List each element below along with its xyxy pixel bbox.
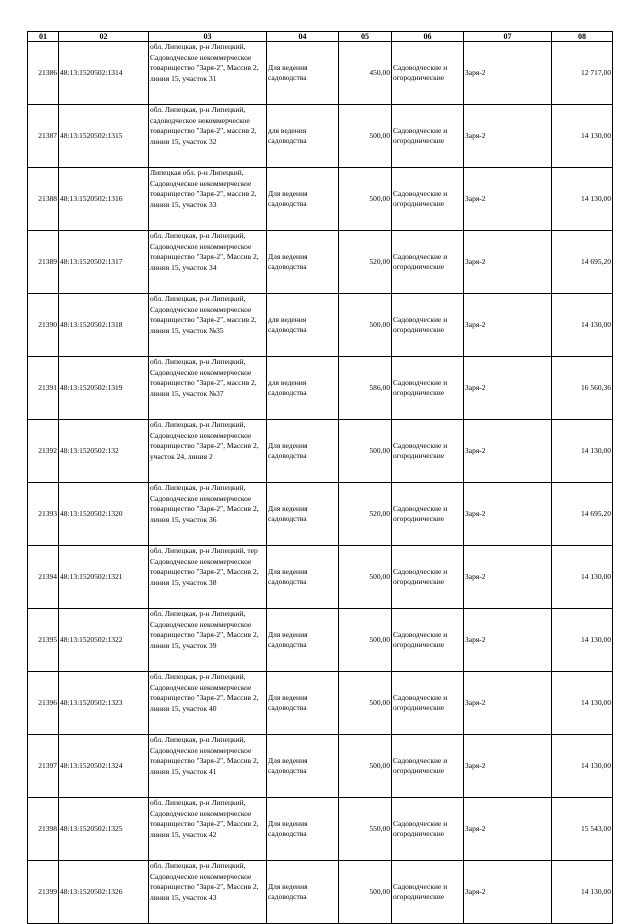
header-cell-01: 01 — [28, 32, 59, 42]
cadastral-number-cell: 48:13:1520502:1323 — [59, 672, 149, 735]
permitted-use-cell: для ведения садоводства — [267, 357, 339, 420]
permitted-use-cell: Для ведения садоводства — [267, 420, 339, 483]
address-cell — [149, 861, 267, 924]
table-row — [28, 672, 613, 735]
cadastral-number-cell: 48:13:1520502:1321 — [59, 546, 149, 609]
row-number-cell: 21386 — [28, 42, 59, 105]
settlement-name-cell: Заря-2 — [464, 483, 552, 546]
land-category-cell: Садоводческие и огороднические — [392, 735, 464, 798]
address-text: Липецкая обл. р-н Липецкий, Садоводческое некоммерческое товарищество "Заря-2", массив 2, линия 15, участок 33 — [150, 168, 257, 209]
cadastral-value-cell: 14 130,00 — [552, 546, 613, 609]
row-number-cell: 21396 — [28, 672, 59, 735]
row-number-cell: 21398 — [28, 798, 59, 861]
row-number-cell: 21394 — [28, 546, 59, 609]
cadastral-value-cell: 16 560,36 — [552, 357, 613, 420]
settlement-name-cell: Заря-2 — [464, 105, 552, 168]
address-text: обл. Липецкая, р-н Липецкий, Садоводческое некоммерческое товарищество "Заря-2", Массив 2, линия 15, участок 31 — [150, 42, 259, 83]
cadastral-value-cell: 14 130,00 — [552, 735, 613, 798]
area-cell: 550,00 — [339, 798, 392, 861]
cadastral-number-cell: 48:13:1520502:1317 — [59, 231, 149, 294]
address-cell — [149, 672, 267, 735]
address-text: обл. Липецкая, р-н Липецкий, тер Садоводческое некоммерческое товарищество "Заря-2", Массив 2, линия 15, участок 38 — [150, 546, 259, 587]
cadastral-value-cell: 14 695,20 — [552, 483, 613, 546]
area-cell: 500,00 — [339, 672, 392, 735]
land-category-cell: Садоводческие и огороднические — [392, 357, 464, 420]
cadastral-number-cell: 48:13:1520502:132 — [59, 420, 149, 483]
address-text: обл. Липецкая, р-н Липецкий, Садоводческое некоммерческое товарищество "Заря-2", массив 2, линия 15, участок №37 — [150, 357, 257, 398]
settlement-name-cell: Заря-2 — [464, 168, 552, 231]
area-cell: 500,00 — [339, 546, 392, 609]
table-row — [28, 42, 613, 105]
table-row — [28, 609, 613, 672]
settlement-name-cell: Заря-2 — [464, 546, 552, 609]
land-category-cell: Садоводческие и огороднические — [392, 42, 464, 105]
permitted-use-cell: Для ведения садоводства — [267, 546, 339, 609]
table-row — [28, 798, 613, 861]
row-number-cell: 21397 — [28, 735, 59, 798]
permitted-use-cell: Для ведения садоводства — [267, 609, 339, 672]
permitted-use-cell: Для ведения садоводства — [267, 672, 339, 735]
address-cell — [149, 609, 267, 672]
address-cell — [149, 483, 267, 546]
address-cell — [149, 798, 267, 861]
permitted-use-cell: для ведения садоводства — [267, 105, 339, 168]
address-text: обл. Липецкая, р-н Липецкий, Садоводческое некоммерческое товарищество "Заря-2", Массив 2, линия 15, участок 34 — [150, 231, 259, 272]
row-number-cell: 21387 — [28, 105, 59, 168]
table-row — [28, 105, 613, 168]
land-category-cell: Садоводческие и огороднические — [392, 420, 464, 483]
row-number-cell: 21389 — [28, 231, 59, 294]
address-text: обл. Липецкая, р-н Липецкий, Садоводческое некоммерческое товарищество "Заря-2", Массив 2, линия 15, участок 39 — [150, 609, 259, 650]
area-cell: 500,00 — [339, 609, 392, 672]
permitted-use-cell: Для ведения садоводства — [267, 798, 339, 861]
row-number-cell: 21390 — [28, 294, 59, 357]
table-row — [28, 357, 613, 420]
table-body — [28, 42, 613, 924]
table-row — [28, 168, 613, 231]
land-category-cell: Садоводческие и огороднические — [392, 105, 464, 168]
cadastral-number-cell: 48:13:1520502:1315 — [59, 105, 149, 168]
address-cell — [149, 168, 267, 231]
settlement-name-cell: Заря-2 — [464, 672, 552, 735]
permitted-use-cell: Для ведения садоводства — [267, 483, 339, 546]
settlement-name-cell: Заря-2 — [464, 294, 552, 357]
permitted-use-cell: Для ведения садоводства — [267, 42, 339, 105]
header-cell-07: 07 — [464, 32, 552, 42]
land-category-cell: Садоводческие и огороднические — [392, 546, 464, 609]
settlement-name-cell: Заря-2 — [464, 798, 552, 861]
header-cell-08: 08 — [552, 32, 613, 42]
table-row — [28, 483, 613, 546]
land-category-cell: Садоводческие и огороднические — [392, 798, 464, 861]
address-cell — [149, 294, 267, 357]
cadastral-number-cell: 48:13:1520502:1326 — [59, 861, 149, 924]
cadastral-value-cell: 14 130,00 — [552, 861, 613, 924]
area-cell: 520,00 — [339, 231, 392, 294]
settlement-name-cell: Заря-2 — [464, 357, 552, 420]
area-cell: 500,00 — [339, 420, 392, 483]
register-table — [27, 31, 613, 924]
row-number-cell: 21399 — [28, 861, 59, 924]
area-cell: 586,00 — [339, 357, 392, 420]
address-text: обл. Липецкая, р-н Липецкий, садоводческое некоммерческое товарищество "Заря-2", массив 2, линия 15, участок 32 — [150, 105, 257, 146]
row-number-cell: 21392 — [28, 420, 59, 483]
settlement-name-cell: Заря-2 — [464, 735, 552, 798]
row-number-cell: 21388 — [28, 168, 59, 231]
address-text: обл. Липецкая, р-н Липецкий, Садоводческое некоммерческое товарищество "Заря-2", Массив 2, линия 15, участок 40 — [150, 672, 259, 713]
land-category-cell: Садоводческие и огороднические — [392, 294, 464, 357]
address-cell — [149, 420, 267, 483]
settlement-name-cell: Заря-2 — [464, 609, 552, 672]
land-category-cell: Садоводческие и огороднические — [392, 231, 464, 294]
header-cell-03: 03 — [149, 32, 267, 42]
address-text: обл. Липецкая, р-н Липецкий, Садоводческое некоммерческое товарищество "Заря-2", Массив 2, участок 24, линия 2 — [150, 420, 259, 461]
cadastral-value-cell: 14 130,00 — [552, 168, 613, 231]
cadastral-number-cell: 48:13:1520502:1324 — [59, 735, 149, 798]
area-cell: 500,00 — [339, 105, 392, 168]
address-text: обл. Липецкая, р-н Липецкий, Садоводческое некоммерческое товарищество "Заря-2", Массив 2, линия 15, участок 43 — [150, 861, 259, 902]
cadastral-value-cell: 14 695,20 — [552, 231, 613, 294]
table-row — [28, 420, 613, 483]
table-row — [28, 735, 613, 798]
settlement-name-cell: Заря-2 — [464, 420, 552, 483]
address-text: обл. Липецкая, р-н Липецкий, Садоводческое некоммерческое товарищество "Заря-2", Массив 2, линия 15, участок 41 — [150, 735, 259, 776]
area-cell: 450,00 — [339, 42, 392, 105]
permitted-use-cell: Для ведения садоводства — [267, 168, 339, 231]
cadastral-value-cell: 15 543,00 — [552, 798, 613, 861]
address-cell — [149, 105, 267, 168]
land-category-cell: Садоводческие и огороднические — [392, 861, 464, 924]
cadastral-number-cell: 48:13:1520502:1325 — [59, 798, 149, 861]
address-cell — [149, 357, 267, 420]
cadastral-number-cell: 48:13:1520502:1319 — [59, 357, 149, 420]
header-cell-04: 04 — [267, 32, 339, 42]
header-cell-06: 06 — [392, 32, 464, 42]
address-text: обл. Липецкая, р-н Липецкий, Садоводческое некоммерческое товарищество "Заря-2", Массив 2, линия 15, участок 42 — [150, 798, 259, 839]
table-row — [28, 546, 613, 609]
cadastral-number-cell: 48:13:1520502:1320 — [59, 483, 149, 546]
address-text: обл. Липецкая, р-н Липецкий, Садоводческое некоммерческое товарищество "Заря-2", массив 2, линия 15, участок №35 — [150, 294, 257, 335]
address-cell — [149, 42, 267, 105]
settlement-name-cell: Заря-2 — [464, 861, 552, 924]
address-cell — [149, 735, 267, 798]
table-row — [28, 231, 613, 294]
area-cell: 520,00 — [339, 483, 392, 546]
cadastral-value-cell: 14 130,00 — [552, 609, 613, 672]
land-category-cell: Садоводческие и огороднические — [392, 609, 464, 672]
settlement-name-cell: Заря-2 — [464, 42, 552, 105]
area-cell: 500,00 — [339, 168, 392, 231]
cadastral-number-cell: 48:13:1520502:1322 — [59, 609, 149, 672]
permitted-use-cell: Для ведения садоводства — [267, 231, 339, 294]
land-category-cell: Садоводческие и огороднические — [392, 672, 464, 735]
header-cell-02: 02 — [59, 32, 149, 42]
settlement-name-cell: Заря-2 — [464, 231, 552, 294]
cadastral-value-cell: 14 130,00 — [552, 420, 613, 483]
cadastral-value-cell: 14 130,00 — [552, 105, 613, 168]
header-cell-05: 05 — [339, 32, 392, 42]
cadastral-number-cell: 48:13:1520502:1314 — [59, 42, 149, 105]
row-number-cell: 21391 — [28, 357, 59, 420]
table-row — [28, 294, 613, 357]
cadastral-number-cell: 48:13:1520502:1318 — [59, 294, 149, 357]
cadastral-number-cell: 48:13:1520502:1316 — [59, 168, 149, 231]
address-cell — [149, 231, 267, 294]
land-category-cell: Садоводческие и огороднические — [392, 483, 464, 546]
area-cell: 500,00 — [339, 735, 392, 798]
permitted-use-cell: Для ведения садоводства — [267, 735, 339, 798]
land-category-cell: Садоводческие и огороднические — [392, 168, 464, 231]
address-cell — [149, 546, 267, 609]
cadastral-value-cell: 14 130,00 — [552, 294, 613, 357]
table-row — [28, 861, 613, 924]
address-text: обл. Липецкая, р-н Липецкий, Садоводческое некоммерческое товарищество "Заря-2", Массив 2, линия 15, участок 36 — [150, 483, 259, 524]
cadastral-value-cell: 14 130,00 — [552, 672, 613, 735]
row-number-cell: 21395 — [28, 609, 59, 672]
permitted-use-cell: для ведения садоводства — [267, 294, 339, 357]
area-cell: 500,00 — [339, 294, 392, 357]
row-number-cell: 21393 — [28, 483, 59, 546]
permitted-use-cell: Для ведения садоводства — [267, 861, 339, 924]
area-cell: 500,00 — [339, 861, 392, 924]
header-row — [28, 32, 613, 42]
cadastral-value-cell: 12 717,00 — [552, 42, 613, 105]
